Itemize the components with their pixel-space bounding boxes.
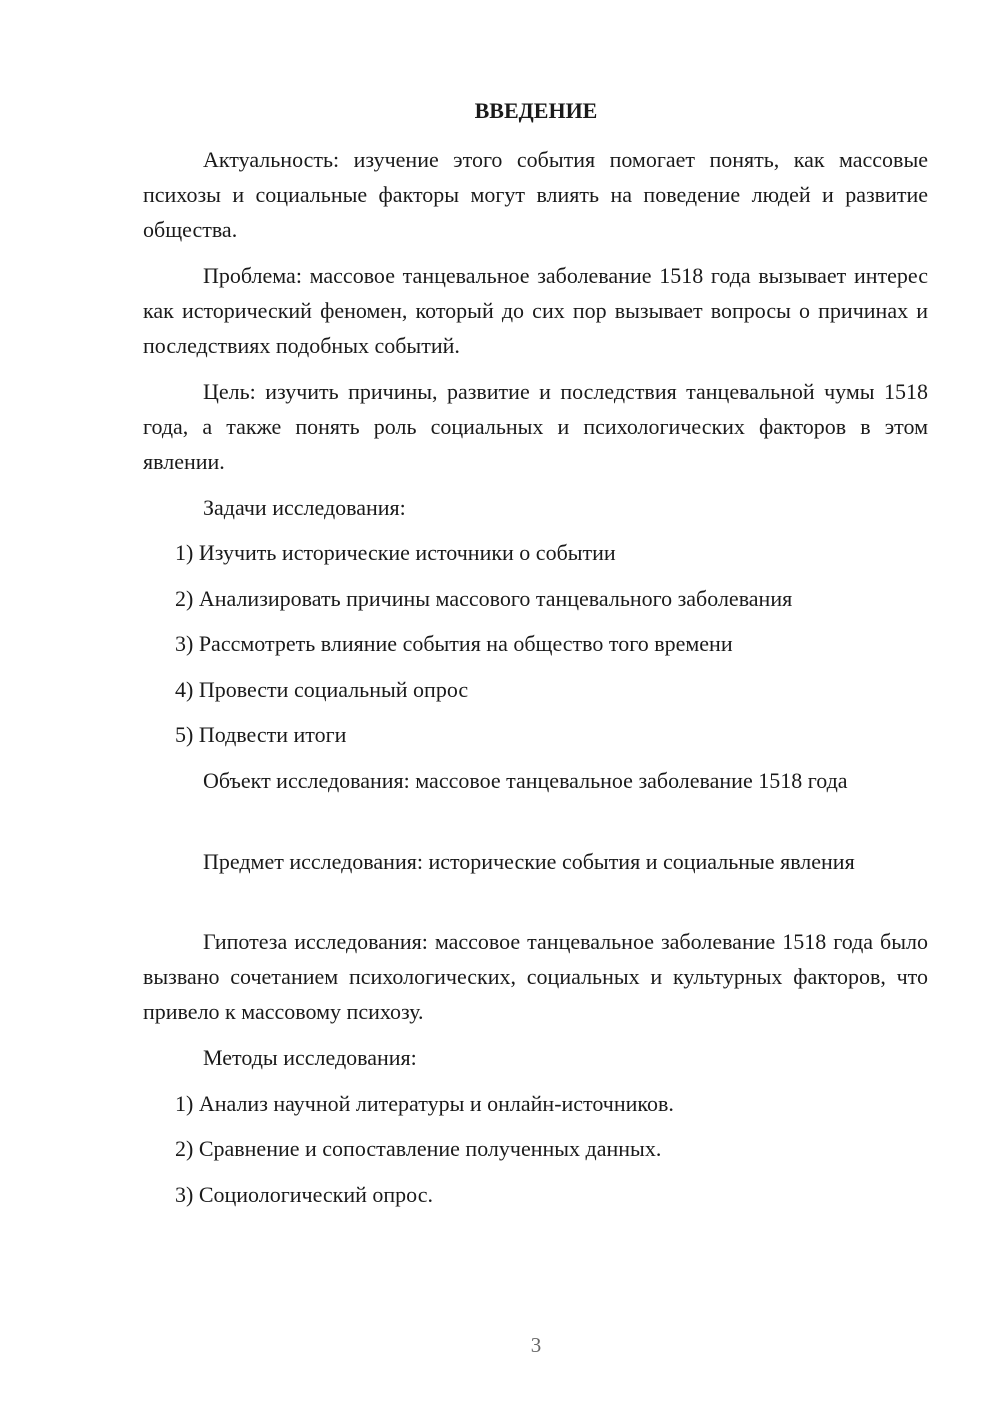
method-item: 1) Анализ научной литературы и онлайн-источников. (175, 1091, 674, 1116)
task-item: 4) Провести социальный опрос (175, 677, 469, 702)
page-number: 3 (530, 1333, 542, 1357)
relevance-paragraph: Актуальность: изучение этого события помогает понять, как массовые психозы и социальные факторы могут влиять на поведение людей и развитие общества. (143, 147, 928, 242)
methods-heading: Методы исследования: (203, 1045, 417, 1070)
task-item: 5) Подвести итоги (175, 722, 347, 747)
method-item: 2) Сравнение и сопоставление полученных данных. (175, 1136, 662, 1161)
page-title: ВВЕДЕНИЕ (474, 98, 598, 123)
problem-paragraph: Проблема: массовое танцевальное заболевание 1518 года вызывает интерес как исторический феномен, который до сих пор вызывает вопросы о причинах и последствиях подобных событий. (143, 263, 928, 358)
method-item: 3) Социологический опрос. (175, 1182, 433, 1207)
task-item: 2) Анализировать причины массового танцевального заболевания (175, 586, 793, 611)
task-item: 3) Рассмотреть влияние события на общество того времени (175, 631, 733, 656)
subject-paragraph: Предмет исследования: исторические события и социальные явления (203, 849, 855, 874)
hypothesis-paragraph: Гипотеза исследования: массовое танцевальное заболевание 1518 года было вызвано сочетанием психологических, социальных и культурных факторов, что привело к массовому психозу. (143, 929, 928, 1024)
task-item: 1) Изучить исторические источники о событии (175, 540, 616, 565)
object-paragraph: Объект исследования: массовое танцевальное заболевание 1518 года (203, 768, 848, 793)
goal-paragraph: Цель: изучить причины, развитие и последствия танцевальной чумы 1518 года, а также понять роль социальных и психологических факторов в этом явлении. (143, 379, 928, 474)
tasks-heading: Задачи исследования: (203, 495, 406, 520)
